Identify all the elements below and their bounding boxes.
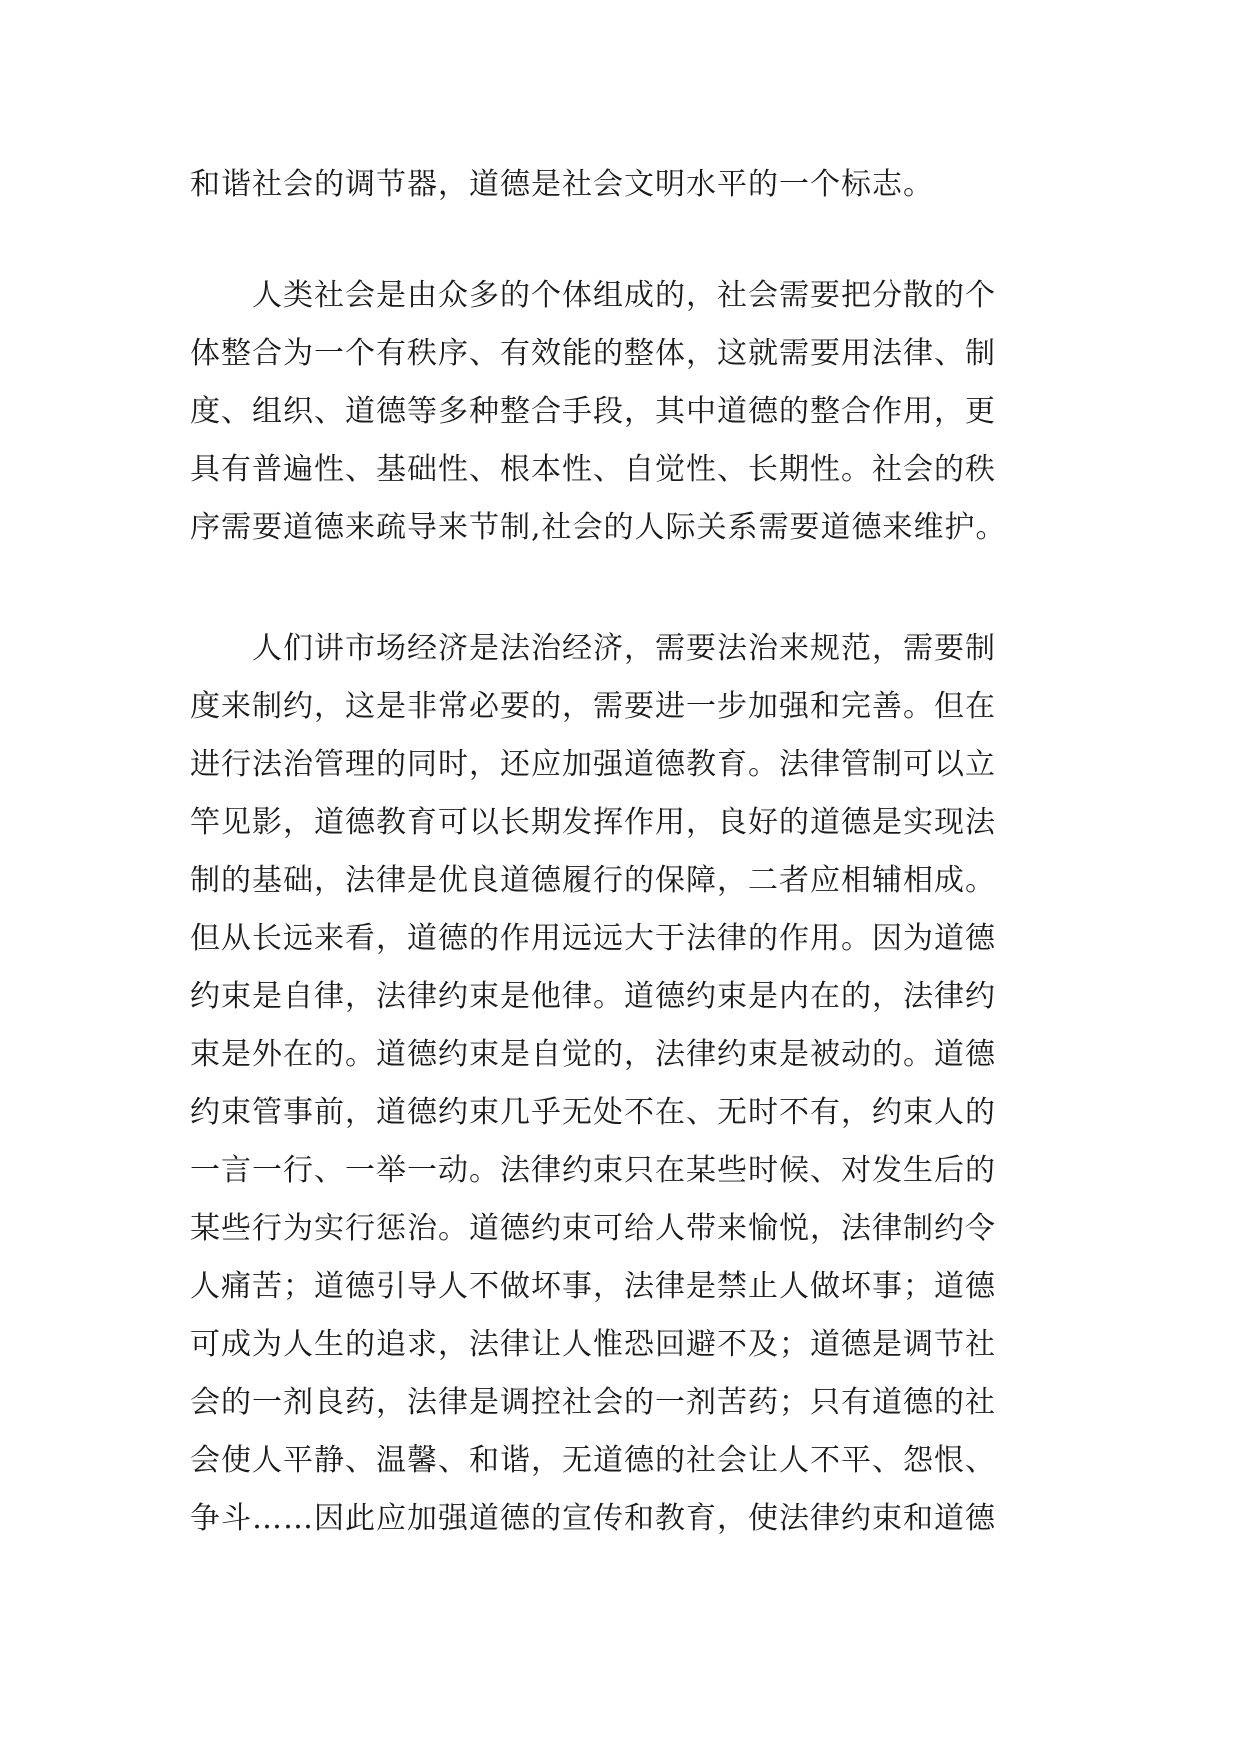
text-line: 可成为人生的追求，法律让人惟恐回避不及；道德是调节社 <box>190 1327 996 1362</box>
paragraph-1 <box>190 156 1070 214</box>
text-line: 具有普遍性、基础性、根本性、自觉性、长期性。社会的秩 <box>190 452 996 487</box>
text-line: 竿见影，道德教育可以长期发挥作用，良好的道德是实现法 <box>190 805 996 840</box>
text-line: 人们讲市场经济是法治经济，需要法治来规范，需要制 <box>190 631 996 666</box>
text-line: 但从长远来看，道德的作用远远大于法律的作用。因为道德 <box>190 921 996 956</box>
text-line: 会的一剂良药，法律是调控社会的一剂苦药；只有道德的社 <box>190 1385 996 1420</box>
text-line: 度、组织、道德等多种整合手段，其中道德的整合作用，更 <box>190 394 996 429</box>
text-line: 人类社会是由众多的个体组成的，社会需要把分散的个 <box>190 278 996 313</box>
text-line: 制的基础，法律是优良道德履行的保障，二者应相辅相成。 <box>190 863 996 898</box>
text-line: 进行法治管理的同时，还应加强道德教育。法律管制可以立 <box>190 747 996 782</box>
text-line: 人痛苦；道德引导人不做坏事，法律是禁止人做坏事；道德 <box>190 1269 996 1304</box>
text-line: 和谐社会的调节器，道德是社会文明水平的一个标志。 <box>190 167 934 202</box>
text-line: 约束管事前，道德约束几乎无处不在、无时不有，约束人的 <box>190 1095 996 1130</box>
text-line: 度来制约，这是非常必要的，需要进一步加强和完善。但在 <box>190 689 996 724</box>
text-line: 体整合为一个有秩序、有效能的整体，这就需要用法律、制 <box>190 336 996 371</box>
paragraph-3 <box>190 620 1070 1548</box>
text-line: 束是外在的。道德约束是自觉的，法律约束是被动的。道德 <box>190 1037 996 1072</box>
text-line: 争斗……因此应加强道德的宣传和教育，使法律约束和道德 <box>190 1501 996 1536</box>
paragraph-2 <box>190 267 1070 557</box>
text-line: 一言一行、一举一动。法律约束只在某些时候、对发生后的 <box>190 1153 996 1188</box>
text-line: 约束是自律，法律约束是他律。道德约束是内在的，法律约 <box>190 979 996 1014</box>
text-line: 序需要道德来疏导来节制,社会的人际关系需要道德来维护。 <box>190 510 1007 545</box>
text-line: 会使人平静、温馨、和谐，无道德的社会让人不平、怨恨、 <box>190 1443 996 1478</box>
text-line: 某些行为实行惩治。道德约束可给人带来愉悦，法律制约令 <box>190 1211 996 1246</box>
